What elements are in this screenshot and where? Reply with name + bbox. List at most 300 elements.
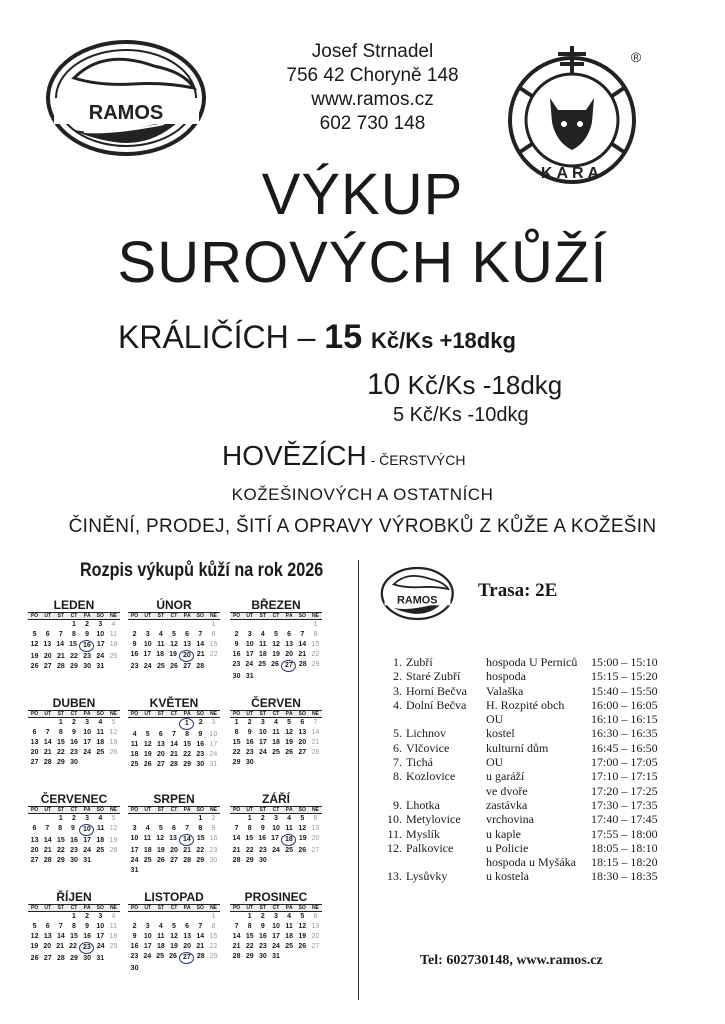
- calendar-day: [141, 912, 154, 922]
- calendar-day: 28: [196, 663, 205, 670]
- calendar-day: 11: [285, 923, 293, 930]
- calendar-day: 25: [156, 663, 165, 670]
- calendar-day: 1: [313, 621, 318, 628]
- calendar-day: 3: [85, 815, 90, 822]
- calendar-day: [128, 718, 141, 730]
- calendar-day: [167, 866, 180, 876]
- calendar-day-header: PÁ: [285, 711, 293, 717]
- calendar-day: 30: [70, 857, 78, 864]
- calendar-day-header: NE: [109, 711, 117, 717]
- calendar-day: 23: [232, 661, 241, 668]
- calendar-day: 2: [247, 719, 252, 726]
- calendar-day: 5: [274, 631, 278, 638]
- calendar-day: 19: [285, 739, 294, 746]
- route-num: 3.: [393, 683, 402, 698]
- calendar-day-headers: [128, 711, 220, 718]
- calendar-day: 13: [30, 739, 39, 746]
- calendar-day: 15: [69, 641, 77, 648]
- calendar-day: 19: [298, 933, 307, 940]
- calendar-day: 15: [232, 739, 241, 746]
- route-time: 16:30 – 16:35: [591, 726, 658, 741]
- calendar-month: [28, 792, 120, 866]
- calendar-day: 11: [143, 835, 151, 842]
- calendar-day: 12: [298, 825, 307, 832]
- calendar-day-headers: [128, 613, 220, 620]
- calendar-day: 17: [96, 641, 105, 648]
- calendar-week: [230, 952, 322, 962]
- calendar-day: 1: [72, 621, 76, 628]
- calendar-day: 12: [30, 933, 39, 940]
- calendar-day: [283, 952, 296, 962]
- calendar-week: [28, 922, 120, 932]
- calendar-day: 17: [209, 741, 218, 748]
- calendar-week: [128, 760, 220, 770]
- calendar-day: 16: [245, 739, 254, 746]
- calendar-day: 26: [30, 955, 39, 962]
- calendar-day: 6: [32, 825, 37, 832]
- calendar-week: [28, 824, 120, 836]
- calendar-day: 1: [247, 815, 252, 822]
- calendar-day: 25: [109, 653, 118, 660]
- calendar-day: 9: [132, 933, 137, 940]
- calendar-title: Rozpis výkupů kůží na rok 2026: [80, 560, 324, 581]
- calendar-day: [296, 952, 309, 962]
- calendar-day-header: PO: [30, 905, 39, 911]
- calendar-day-header: ÚT: [246, 613, 254, 619]
- calendar-day: 22: [69, 943, 77, 950]
- calendar-day-header: SO: [196, 711, 204, 717]
- calendar-day: 26: [271, 661, 279, 668]
- calendar-day: 17: [258, 739, 267, 746]
- calendar-day: 22: [209, 651, 218, 658]
- calendar-day: 14: [196, 933, 205, 940]
- calendar-week: [28, 912, 120, 922]
- calendar-day-header: SO: [196, 807, 204, 813]
- calendar-day: [41, 912, 54, 922]
- calendar-day: 29: [245, 953, 254, 960]
- calendar-day: 7: [45, 729, 50, 736]
- calendar-day: 25: [285, 943, 294, 950]
- calendar-day: 26: [30, 663, 39, 670]
- calendar-day: 6: [185, 631, 190, 638]
- calendar-day-header: PÁ: [183, 613, 191, 619]
- calendar-day: 11: [272, 729, 280, 736]
- route-time: 18:15 – 18:20: [591, 855, 658, 870]
- calendar-day: 18: [109, 641, 118, 648]
- calendar-day-header: PO: [232, 807, 241, 813]
- calendar-day: 20: [183, 943, 192, 950]
- calendar-day: 27: [30, 759, 39, 766]
- calendar-day: [283, 672, 296, 682]
- calendar-week: [230, 640, 322, 650]
- route-venue: Valaška: [486, 683, 524, 698]
- svg-text:RAMOS: RAMOS: [88, 102, 164, 124]
- calendar-day: 21: [232, 943, 241, 950]
- calendar-day: 8: [234, 729, 239, 736]
- calendar-day: 8: [185, 731, 190, 738]
- calendar-month-name: KVĚTEN: [128, 696, 220, 711]
- title-line2: SUROVÝCH KŮŽÍ: [117, 230, 608, 295]
- calendar-day: 1: [179, 718, 194, 730]
- calendar-week: [230, 738, 322, 748]
- calendar-day: 8: [198, 825, 203, 832]
- calendar-day: 5: [111, 815, 116, 822]
- calendar-day: [296, 672, 309, 682]
- calendar-day: [296, 620, 309, 630]
- calendar-day: 30: [130, 965, 139, 972]
- calendar-day: [296, 856, 309, 866]
- calendar-month: [230, 890, 322, 962]
- hovezich-main: HOVĚZÍCH: [222, 440, 367, 471]
- calendar-day-header: ST: [57, 905, 65, 911]
- calendar-day: 2: [234, 631, 239, 638]
- calendar-day-header: ÚT: [246, 711, 254, 717]
- calendar-day: [141, 814, 154, 824]
- calendar-day: 30: [196, 761, 205, 768]
- calendar-day: 15: [183, 741, 192, 748]
- calendar-day-header: ČT: [272, 613, 280, 619]
- calendar-day: 14: [196, 641, 205, 648]
- route-num: 13.: [387, 869, 402, 884]
- route-place: Myslík: [406, 826, 441, 841]
- calendar-week: [128, 824, 220, 834]
- calendar-day: 4: [274, 719, 278, 726]
- calendar-day: 26: [298, 847, 307, 854]
- calendar-week: [28, 630, 120, 640]
- calendar-day: [28, 620, 41, 630]
- calendar-day: 25: [96, 749, 105, 756]
- calendar-day: 23: [196, 751, 205, 758]
- calendar-day: [296, 758, 309, 768]
- calendar-day: 5: [32, 923, 37, 930]
- calendar-day: 14: [298, 641, 307, 648]
- calendar-day: 24: [83, 847, 92, 854]
- calendar-day: 17: [83, 739, 92, 746]
- calendar-week: [230, 650, 322, 660]
- calendar-day: 4: [260, 631, 265, 638]
- route-venue: OU: [486, 755, 504, 770]
- calendar-day: [256, 672, 269, 682]
- calendar-day: 23: [79, 942, 94, 954]
- calendar-day: 7: [198, 923, 203, 930]
- calendar-day: 27: [281, 660, 296, 672]
- calendar-day: 12: [109, 729, 118, 736]
- calendar-day: 30: [83, 663, 92, 670]
- calendar-day-header: ČT: [70, 905, 78, 911]
- calendar-month-name: ČERVEN: [230, 696, 322, 711]
- svg-text:RAMOS: RAMOS: [396, 594, 438, 607]
- calendar-month-name: SRPEN: [128, 792, 220, 807]
- calendar-week: [28, 738, 120, 748]
- calendar-day: 25: [109, 943, 118, 950]
- calendar-day: 21: [170, 751, 178, 758]
- calendar-day: 22: [56, 749, 65, 756]
- calendar-day: 3: [211, 719, 216, 726]
- calendar-day: 25: [96, 847, 105, 854]
- route-num: 2.: [393, 669, 402, 684]
- calendar-week: [28, 758, 120, 768]
- calendar-day: 20: [156, 751, 165, 758]
- calendar-day: 16: [258, 835, 267, 842]
- calendar-day-headers: [230, 807, 322, 814]
- calendar-day: [28, 912, 41, 922]
- calendar-day-header: NE: [109, 613, 117, 619]
- calendar-day: 19: [109, 837, 118, 844]
- calendar-day: 27: [156, 761, 165, 768]
- route-venue: kulturní dům: [486, 740, 549, 755]
- calendar-day: 21: [232, 847, 241, 854]
- calendar-day: 4: [98, 815, 103, 822]
- route-row: [380, 669, 658, 683]
- calendar-week: [128, 856, 220, 866]
- route-num: [380, 855, 406, 869]
- calendar-day: 3: [85, 719, 90, 726]
- hovezich-sub: - ČERSTVÝCH: [366, 452, 466, 468]
- calendar-day: 3: [247, 631, 252, 638]
- calendar-day: 1: [72, 913, 76, 920]
- calendar-day-header: ČT: [70, 711, 78, 717]
- calendar-day-header: ST: [57, 807, 65, 813]
- calendar-week: [28, 954, 120, 964]
- price-row-1: [118, 318, 516, 357]
- calendar-day: 2: [72, 815, 76, 822]
- calendar-day: [141, 620, 154, 630]
- calendar-month: [128, 792, 220, 876]
- calendar-day: 1: [247, 913, 252, 920]
- calendar-day: 28: [56, 663, 65, 670]
- calendar-day: 6: [185, 923, 190, 930]
- calendar-day-header: ST: [57, 711, 65, 717]
- calendar-day: [154, 912, 167, 922]
- calendar-day: 7: [198, 631, 203, 638]
- calendar-day-headers: [28, 711, 120, 718]
- calendar-day-header: PO: [130, 905, 139, 911]
- calendar-day: 31: [272, 953, 280, 960]
- calendar-day: 26: [109, 749, 118, 756]
- calendar-day-header: PÁ: [285, 807, 293, 813]
- route-venue: u kostela: [486, 869, 529, 884]
- calendar-day: 22: [183, 751, 192, 758]
- calendar-day: 5: [300, 815, 305, 822]
- calendar-day: 12: [109, 825, 118, 832]
- calendar-day: 7: [58, 923, 63, 930]
- calendar-day: 13: [43, 933, 52, 940]
- calendar-day: 11: [157, 933, 165, 940]
- calendar-day: 28: [298, 661, 307, 668]
- calendar-day: [154, 866, 167, 876]
- calendar-day-headers: [128, 807, 220, 814]
- calendar-day: 8: [58, 729, 63, 736]
- calendar-day: 15: [56, 739, 65, 746]
- calendar-week: [28, 836, 120, 846]
- calendar-day: 19: [143, 751, 152, 758]
- calendar-day: 11: [285, 825, 293, 832]
- calendar-day: 17: [96, 933, 105, 940]
- route-venue: u garáží: [486, 769, 525, 784]
- calendar-day: 12: [143, 741, 152, 748]
- calendar-day: 6: [313, 815, 318, 822]
- calendar-day: 15: [209, 641, 218, 648]
- calendar-day: 31: [245, 673, 254, 680]
- calendar-day: 5: [32, 631, 37, 638]
- route-row: [380, 812, 658, 826]
- calendar-day: 20: [311, 835, 320, 842]
- calendar-day: 14: [232, 835, 241, 842]
- route-num: 1.: [393, 655, 402, 669]
- calendar-day: 29: [70, 955, 78, 962]
- calendar-week: [28, 652, 120, 662]
- calendar-day: [107, 856, 120, 866]
- route-num: [380, 712, 406, 726]
- calendar-day: 2: [132, 631, 137, 638]
- calendar-day: 4: [287, 913, 292, 920]
- calendar-day: 16: [70, 739, 78, 746]
- calendar-day-headers: [230, 613, 322, 620]
- calendar-day: 24: [272, 943, 280, 950]
- calendar-day: [230, 912, 243, 922]
- calendar-week: [230, 660, 322, 672]
- calendar-day: 21: [56, 653, 65, 660]
- calendar-day: [309, 758, 322, 768]
- route-row: [380, 741, 658, 755]
- calendar-week: [28, 728, 120, 738]
- calendar-day: 21: [196, 651, 205, 658]
- calendar-day: [194, 866, 207, 876]
- calendar-day: 21: [298, 651, 307, 658]
- calendar-week: [230, 846, 322, 856]
- route-time: 17:10 – 17:15: [591, 769, 658, 784]
- calendar-day: 11: [109, 923, 118, 930]
- route-venue: zastávka: [486, 797, 528, 812]
- calendar-week: [28, 856, 120, 866]
- calendar-month: [28, 890, 120, 964]
- calendar-day: 18: [96, 739, 105, 746]
- calendar-day: 20: [30, 749, 39, 756]
- route-place: Palkovice: [406, 840, 454, 855]
- calendar-day: 29: [56, 759, 65, 766]
- calendar-day: 24: [96, 943, 105, 950]
- calendar-day: 2: [211, 815, 216, 822]
- calendar-day-header: SO: [298, 613, 306, 619]
- calendar-day: [207, 662, 220, 672]
- calendar-day: 1: [211, 913, 216, 920]
- route-num: 11.: [387, 826, 402, 841]
- calendar-day-header: PÁ: [183, 711, 191, 717]
- calendar-week: [28, 942, 120, 954]
- calendar-day: [167, 814, 180, 824]
- calendar-day: 16: [130, 651, 139, 658]
- calendar-day: 8: [72, 923, 76, 930]
- calendar-day: 18: [281, 834, 296, 846]
- calendar-day: 23: [258, 943, 267, 950]
- calendar-day: [283, 620, 296, 630]
- calendar-day: 5: [172, 923, 176, 930]
- calendar-day: 3: [274, 815, 278, 822]
- route-row: [380, 655, 658, 669]
- calendar-day: 5: [300, 913, 305, 920]
- calendar-day: 12: [156, 835, 165, 842]
- calendar-day: 18: [109, 933, 118, 940]
- calendar-day-header: NE: [311, 807, 319, 813]
- calendar-day: [154, 814, 167, 824]
- calendar-day-header: PO: [232, 613, 241, 619]
- calendar-day: 11: [157, 641, 165, 648]
- calendar-day-header: ÚT: [44, 905, 52, 911]
- calendar-day: 6: [300, 719, 305, 726]
- route-place: Metylovice: [406, 812, 461, 827]
- calendar-week: [230, 814, 322, 824]
- calendar-day: 3: [260, 719, 265, 726]
- route-row: [380, 698, 658, 712]
- route-place: [406, 784, 486, 798]
- calendar-day-header: PO: [130, 711, 139, 717]
- calendar-month-name: BŘEZEN: [230, 598, 322, 613]
- calendar-day: 29: [311, 661, 320, 668]
- calendar-day: [81, 758, 94, 768]
- calendar-week: [128, 964, 220, 974]
- calendar-day: 28: [183, 857, 192, 864]
- calendar-week: [128, 620, 220, 630]
- route-num: 5.: [393, 726, 402, 741]
- calendar-week: [230, 834, 322, 846]
- calendar-day-header: ST: [157, 905, 165, 911]
- calendar-day: 8: [247, 923, 252, 930]
- calendar-day-header: SO: [96, 905, 104, 911]
- price-row-3: 5 Kč/Ks -10dkg: [393, 404, 529, 426]
- calendar-day: 21: [196, 943, 205, 950]
- calendar-day: 11: [259, 641, 267, 648]
- route-num: 6.: [393, 740, 402, 755]
- route-num: 4.: [393, 697, 402, 712]
- calendar-day: 7: [58, 631, 63, 638]
- calendar-day-header: PÁ: [285, 905, 293, 911]
- calendar-day: 26: [169, 953, 177, 960]
- calendar-day: 12: [170, 933, 178, 940]
- calendar-day: 7: [300, 631, 305, 638]
- calendar-day: 10: [143, 641, 152, 648]
- calendar-day: 30: [83, 955, 92, 962]
- calendar-day: 1: [58, 719, 63, 726]
- calendar-week: [128, 730, 220, 740]
- calendar-day-headers: [230, 905, 322, 912]
- calendar-day: 30: [258, 953, 267, 960]
- calendar-day: 14: [56, 933, 65, 940]
- price-row-1-label: KRÁLIČÍCH –: [118, 319, 316, 355]
- calendar-week: [128, 912, 220, 922]
- calendar-day: [141, 718, 154, 730]
- calendar-day: 22: [245, 943, 254, 950]
- route-venue: H. Rozpité obch: [486, 697, 565, 712]
- calendar-day: 29: [183, 761, 192, 768]
- calendar-day: 23: [70, 749, 78, 756]
- calendar-day: 6: [313, 913, 318, 920]
- calendar-day: 16: [232, 651, 241, 658]
- calendar-day: 4: [132, 731, 137, 738]
- calendar-day: [309, 856, 322, 866]
- calendar-day-header: PO: [30, 711, 39, 717]
- route-row: [380, 784, 658, 798]
- calendar-day-header: ÚT: [44, 807, 52, 813]
- calendar-day: 16: [196, 741, 205, 748]
- calendar-day: 9: [85, 631, 90, 638]
- contact-phone: 602 730 148: [319, 113, 426, 134]
- calendar-day: 20: [311, 933, 320, 940]
- calendar-month: [230, 598, 322, 682]
- calendar-day: 17: [143, 943, 152, 950]
- calendar-month: [128, 696, 220, 770]
- calendar-day: 24: [96, 653, 105, 660]
- calendar-day: 25: [143, 857, 152, 864]
